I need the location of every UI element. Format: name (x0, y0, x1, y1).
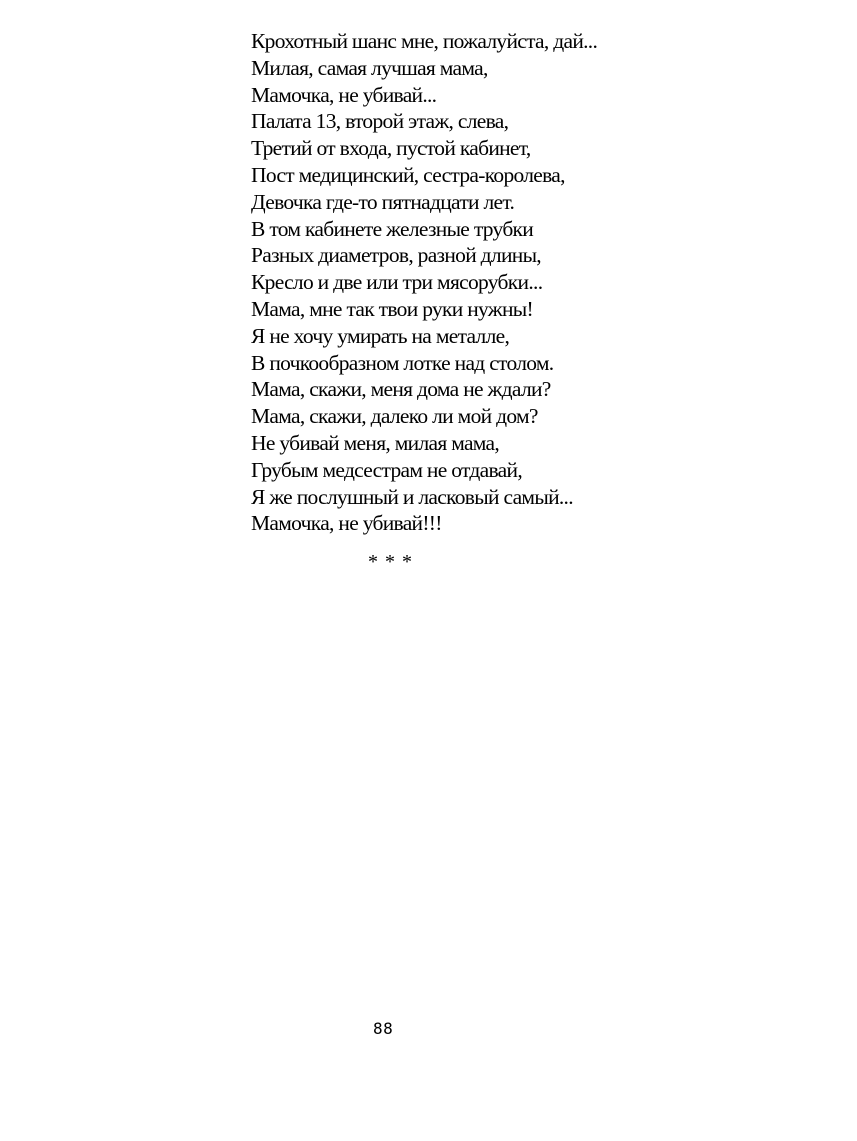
poem-line: Мама, скажи, далеко ли мой дом? (251, 404, 538, 429)
poem-line: В том кабинете железные трубки (251, 216, 534, 241)
poem-line: Кресло и две или три мясорубки... (251, 270, 543, 295)
poem-line: Палата 13, второй этаж, слева, (251, 109, 509, 134)
poem-line: Крохотный шанс мне, пожалуйста, дай... (251, 29, 598, 53)
poem-line: Грубым медсестрам не отдавай, (251, 457, 523, 482)
poem-line: Мама, мне так твои руки нужны! (251, 296, 533, 321)
poem-line: Я же послушный и ласковый самый... (251, 484, 573, 509)
poem-line: Милая, самая лучшая мама, (251, 55, 488, 80)
poem-line: Третий от входа, пустой кабинет, (251, 136, 531, 161)
poem-text (251, 28, 671, 537)
poem-line: Мама, скажи, меня дома не ждали? (251, 377, 551, 402)
section-separator: * * * (368, 551, 413, 573)
poem-line: Мамочка, не убивай... (251, 82, 437, 107)
poem-line: Мамочка, не убивай!!! (251, 511, 442, 536)
poem-line: Пост медицинский, сестра-королева, (251, 162, 565, 187)
poem-line: Девочка где-то пятнадцати лет. (251, 189, 515, 214)
page-number: 88 (373, 1019, 394, 1038)
poem-line: Не убивай меня, милая мама, (251, 430, 500, 455)
poem-line: Я не хочу умирать на металле, (251, 323, 510, 348)
poem-line: Разных диаметров, разной длины, (251, 243, 541, 268)
poem-line: В почкообразном лотке над столом. (251, 350, 554, 375)
